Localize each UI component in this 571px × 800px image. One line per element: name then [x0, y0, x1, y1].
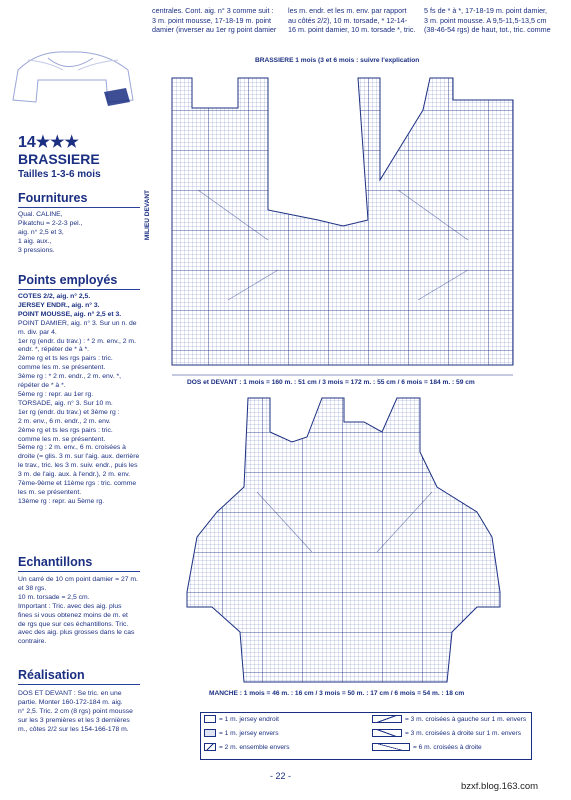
purl-two-together-symbol	[204, 743, 216, 751]
page-number: - 22 -	[270, 771, 292, 781]
watermark: bzxf.blog.163.com	[461, 781, 539, 792]
sleeve-dimension-label: MANCHE : 1 mois = 46 m. : 16 cm / 3 mois = 50 m. : 17 cm / 6 mois = 54 m. : 18 cm	[209, 690, 465, 697]
section-divider	[18, 571, 140, 572]
purl-stitch-symbol	[204, 729, 216, 737]
points-heading: Points employés	[18, 273, 118, 287]
left-cross-symbol	[372, 715, 402, 723]
legend-item: = 1 m. jersey envers	[204, 729, 279, 737]
legend-item: = 2 m. ensemble envers	[204, 743, 290, 751]
echantillons-text: Un carré de 10 cm point damier = 27 m. et 38 rgs. 10 m. torsade = 2,5 cm. Important : Tric. avec des aig. plus fines si vous obtenez moins de m. et de rgs que sur ces échantillons. Tric. avec des aig. plus grosses dans le cas contraire.	[18, 576, 138, 646]
pattern-number: 14★★★	[18, 134, 79, 151]
legend-item: = 6 m. croisées à droite	[372, 743, 482, 751]
fournitures-heading: Fournitures	[18, 191, 88, 205]
realisation-heading: Réalisation	[18, 668, 85, 682]
sleeve-knitting-chart	[182, 392, 512, 687]
echantillons-heading: Echantillons	[18, 555, 93, 569]
fournitures-list: Qual. CALINE, Pikatchu = 2-2-3 pel., aig. n° 2,5 et 3, 1 aig. aux., 3 pressions.	[18, 211, 83, 254]
pattern-name: BRASSIERE	[18, 151, 100, 167]
milieu-devant-label: MILIEU DEVANT	[144, 190, 151, 241]
body-knitting-chart	[168, 70, 528, 380]
top-column-1: centrales. Cont. aig. n° 3 comme suit : 3 m. point mousse, 17-18-19 m. point damier (inverser au 1er rg point damier	[152, 6, 277, 35]
knit-stitch-symbol	[204, 715, 216, 723]
right-cross-symbol	[372, 729, 402, 737]
body-chart-title: BRASSIERE 1 mois (3 et 6 mois : suivre l'explication	[255, 57, 420, 64]
body-dimension-label: DOS et DEVANT : 1 mois = 160 m. : 51 cm / 3 mois = 172 m. : 55 cm / 6 mois = 184 m. : 59 cm	[187, 379, 475, 386]
sweater-illustration	[8, 30, 138, 108]
realisation-text: DOS ET DEVANT : Se tric. en une partie. Monter 160-172-184 m. aig. n° 2,5. Tric. 2 cm (8 rgs) point mousse sur les 3 premières et les 3 dernières m., côtes 2/2 sur les 154-166-178 m.	[18, 690, 133, 733]
top-column-3: 5 fs de * à *, 17-18-19 m. point damier, 3 m. point mousse. A 9,5-11,5-13,5 cm (38-46-54 rgs) de haut, tot., tric. comme	[424, 6, 551, 35]
six-stitch-cable-symbol	[372, 743, 410, 751]
top-column-2: les m. endr. et les m. env. par rapport au côtés 2/2), 10 m. torsade, * 12-14- 16 m. point damier, 10 m. torsade *, tric.	[288, 6, 416, 35]
legend-item: = 3 m. croisées à gauche sur 1 m. envers	[372, 715, 526, 723]
points-list: COTES 2/2, aig. n° 2,5. JERSEY ENDR., aig. n° 3. POINT MOUSSE, aig. n° 2,5 et 3. POINT DAMIER, aig. n° 3. Sur un n. de m. div. par 4. 1er rg (endr. du trav.) : * 2 m. env., 2 m. endr. *, répéter de * à *. 2ème rg et ts les rgs pairs : tric. comme les m. se présentent. 3ème rg : * 2 m. endr., 2 m. env. *, répéter de * à *. 5ème rg : repr. au 1er rg. TORSADE, aig. n° 3. Sur 10 m. 1er rg (endr. du trav.) et 3ème rg : 2 m. env., 6 m. endr., 2 m. env. 2ème rg et ts les rgs pairs : tric. comme les m. se présentent. 5ème rg : 2 m. env., 6 m. croisées à droite (= glis. 3 m. sur l'aig. aux. derrière le trav., tric. les 3 m. suiv. endr., puis les 3 m. de l'aig. aux. à l'endr.), 2 m. env. 7ème-9ème et 11ème rgs : tric. comme les m. se présentent. 13ème rg : repr. au 5ème rg.	[18, 293, 140, 505]
section-divider	[18, 684, 140, 685]
legend-item: = 3 m. croisées à droite sur 1 m. envers	[372, 729, 521, 737]
section-divider	[18, 289, 140, 290]
section-divider	[18, 207, 140, 208]
pattern-sizes: Tailles 1-3-6 mois	[18, 169, 101, 180]
legend-item: = 1 m. jersey endroit	[204, 715, 279, 723]
